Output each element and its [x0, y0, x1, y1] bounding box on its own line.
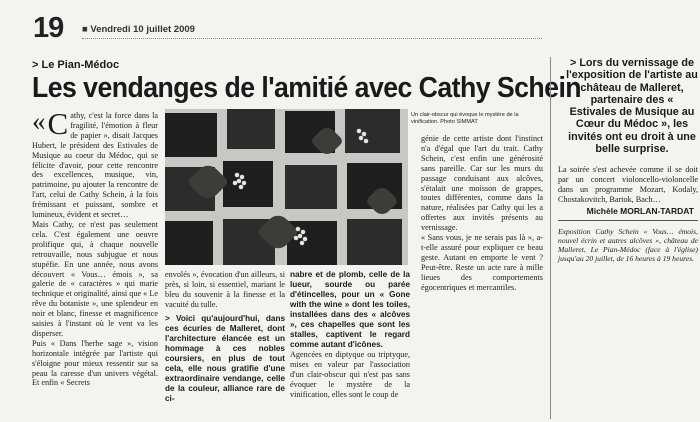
article-column-2: [165, 270, 285, 415]
photo-caption: Un clair-obscur qui évoque le mystère de la vinification. Photo SIMMAT: [411, 112, 519, 125]
header-rule: [82, 38, 542, 39]
column-4-paragraph-1: génie de cette artiste dont l'instinct n'a d'égal que l'art du trait. Cathy Schein, c'est enfin une générosité sans pareille. Car sur les murs du passage conduisant aux alcôves, s'étalait une moisson de grappes, toutes différentes, comme dans la nature, réalisées par Cathy qui les a offertes aux invités présents au vernissage.: [421, 134, 543, 233]
column-3-lead: nabre et de plomb, celle de la lueur, sourde ou parée d'étincelles, pour un « Gone with the wine » dont les toiles, installées dans des « alcôves », ces chapelles que sont les stalles, captivent le regard comme autant d'icônes.: [290, 270, 410, 349]
page-header: [0, 0, 700, 42]
column-2-paragraph: envolés », évocation d'un ailleurs, si près, si loin, si essentiel, mariant le bleu du souvenir à la finesse et la vacuité du tulle.: [165, 270, 285, 309]
exhibition-info: Exposition Cathy Schein « Vous… émois, nouvel écrin et autres alcôves », château de Malleret, Le Pian-Médoc (face à l'église) jusqu'au 20 juillet, de 16 heures à 19 heures.: [558, 227, 698, 263]
column-1-paragraph-1: athy, c'est la force dans la fragilité, l'émotion à fleur de papier », disait Jacques Hubert, le président des Estivales de Musique au coeur du Médoc, qui se félicite d'avoir, pour cette rencontre des excellences, musique, vin, patrimoine, pu ajouter la rencontre de l'art, celui de Cathy Schein, à la fois frémissant et puissant, sombre et lumineux, évident et secret…: [32, 111, 158, 220]
article-headline: Les vendanges de l'amitié avec Cathy Schein: [32, 72, 582, 104]
article-column-4: [421, 134, 543, 414]
article-photo: [165, 109, 408, 265]
sidebar-rule: [558, 220, 698, 221]
article-column-1: [32, 111, 158, 411]
column-1-paragraph-3: Puis « Dans l'herbe sage », vision horizontale intégrée par l'artiste qui s'éloigne pour mieux ressentir sur sa peau la caresse d'un univers végétal. Et enfin « Secrets: [32, 338, 158, 388]
sidebar: [550, 57, 698, 419]
author-byline: Michèle MORLAN-TARDAT: [586, 206, 694, 216]
drop-cap: C: [47, 111, 69, 141]
column-1-paragraph-2: Mais Cathy, ce n'est pas seulement cela. C'est également une oeuvre prolifique qui, à chaque nouvelle retrouvaille, nous subjugue et nous stupéfie. En une année, nous avons découvert « Vous… émois », sa galerie de « caractères » qui marie technique et originalité, ainsi que « Le rêve du botaniste », une splendeur en noir et blanc, finesse et magnificence saisies à l'instant où le vent va les disperser.: [32, 219, 158, 338]
sidebar-text: La soirée s'est achevée comme il se doit par un concert violoncello-violoncelle dans un programme Mozart, Kodaly, Chostakovitch, Bartok, Bach…: [558, 165, 698, 205]
column-2-lead: > Voici qu'aujourd'hui, dans ces écuries de Malleret, dont l'architecture élancée est un hommage à ces nobles coursiers, en plus de tout cela, elle nous gratifie d'une extraordinaire vendange, celle de la couleur, alliance rare de ci-: [165, 313, 285, 403]
column-3-paragraph: Agencées en diptyque ou triptyque, mises en valeur par l'association d'un clair-obscur qui n'est pas sans évoquer le mystère de la vinification, elles sont le coup de: [290, 350, 410, 399]
opening-quote-mark: «: [32, 111, 46, 136]
column-4-paragraph-2: « Sans vous, je ne serais pas là », a-t-elle assuré pour expliquer ce beau geste. Autant en emporte le vent ? Peut-être. Reste un acte rare à mille lieues des comportements égocentriques et mercantiles.: [421, 233, 543, 292]
page-number: 19: [33, 12, 64, 44]
issue-date: ■ Vendredi 10 juillet 2009: [82, 24, 195, 35]
article-kicker: > Le Pian-Médoc: [32, 59, 120, 71]
article-column-3: [290, 270, 410, 415]
sidebar-lead: > Lors du vernissage de l'exposition de l'artiste au château de Malleret, partenaire des « Estivales de Musique au Cœur du Médoc », les invités ont eu droit à une belle surprise.: [566, 57, 698, 156]
